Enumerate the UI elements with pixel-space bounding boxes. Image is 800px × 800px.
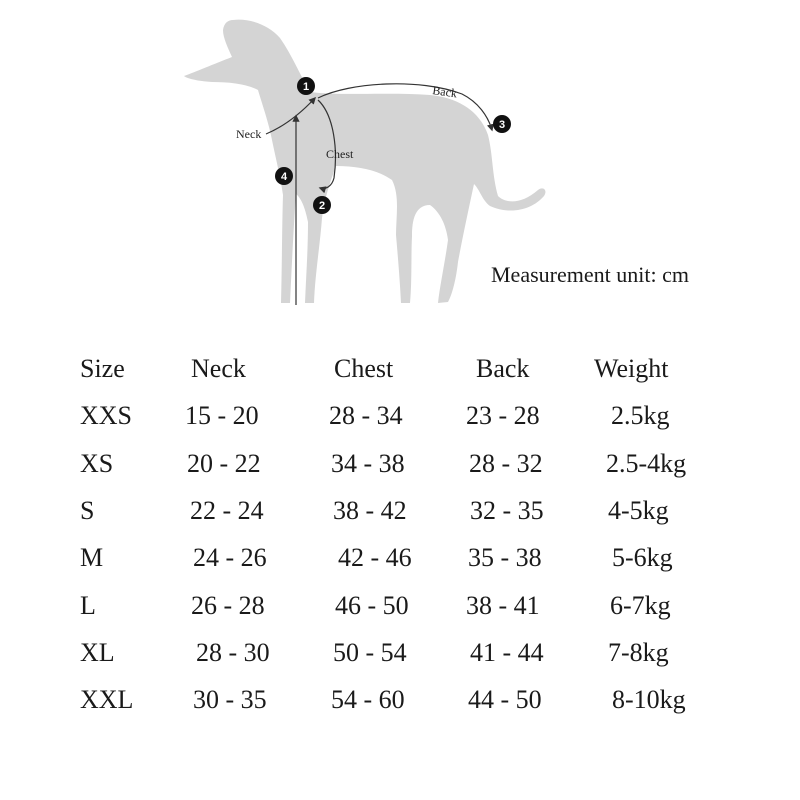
svg-text:3: 3	[498, 119, 506, 131]
cell-neck: 28 - 30	[196, 638, 270, 667]
measurement-unit-note: Measurement unit: cm	[491, 262, 689, 287]
back-label: Back	[431, 83, 458, 101]
marker-1	[297, 77, 315, 95]
header-back: Back	[476, 354, 530, 383]
cell-size: XXL	[80, 685, 134, 714]
cell-weight: 2.5kg	[611, 401, 670, 430]
cell-chest: 34 - 38	[331, 449, 405, 478]
cell-neck: 15 - 20	[185, 401, 259, 430]
cell-weight: 2.5-4kg	[606, 449, 687, 478]
cell-back: 38 - 41	[466, 591, 540, 620]
header-size: Size	[80, 354, 125, 383]
svg-text:4: 4	[280, 171, 288, 183]
cell-neck: 30 - 35	[193, 685, 267, 714]
cell-size: XL	[80, 638, 115, 667]
cell-back: 23 - 28	[466, 401, 540, 430]
cell-chest: 50 - 54	[333, 638, 407, 667]
marker-4	[275, 167, 293, 185]
cell-chest: 54 - 60	[331, 685, 405, 714]
cell-neck: 20 - 22	[187, 449, 261, 478]
cell-back: 35 - 38	[468, 543, 542, 572]
header-weight: Weight	[594, 354, 669, 383]
cell-chest: 28 - 34	[329, 401, 403, 430]
cell-size: S	[80, 496, 95, 525]
cell-size: M	[80, 543, 104, 572]
header-chest: Chest	[334, 354, 394, 383]
cell-back: 32 - 35	[470, 496, 544, 525]
marker-2	[313, 196, 331, 214]
svg-text:1: 1	[302, 81, 310, 93]
cell-neck: 26 - 28	[191, 591, 265, 620]
cell-chest: 38 - 42	[333, 496, 407, 525]
cell-back: 28 - 32	[469, 449, 543, 478]
cell-neck: 22 - 24	[190, 496, 264, 525]
cell-weight: 6-7kg	[610, 591, 671, 620]
dog-silhouette	[184, 20, 545, 303]
cell-size: L	[80, 591, 96, 620]
cell-weight: 7-8kg	[608, 638, 669, 667]
cell-back: 41 - 44	[470, 638, 544, 667]
marker-3	[493, 115, 511, 133]
cell-chest: 42 - 46	[338, 543, 412, 572]
cell-weight: 4-5kg	[608, 496, 669, 525]
header-neck: Neck	[191, 354, 246, 383]
cell-size: XXS	[80, 401, 133, 430]
svg-text:2: 2	[318, 200, 326, 212]
cell-weight: 5-6kg	[612, 543, 673, 572]
neck-label: Neck	[236, 127, 262, 141]
cell-back: 44 - 50	[468, 685, 542, 714]
cell-size: XS	[80, 449, 114, 478]
chest-label: Chest	[326, 147, 354, 161]
cell-chest: 46 - 50	[335, 591, 409, 620]
cell-weight: 8-10kg	[612, 685, 686, 714]
cell-neck: 24 - 26	[193, 543, 267, 572]
